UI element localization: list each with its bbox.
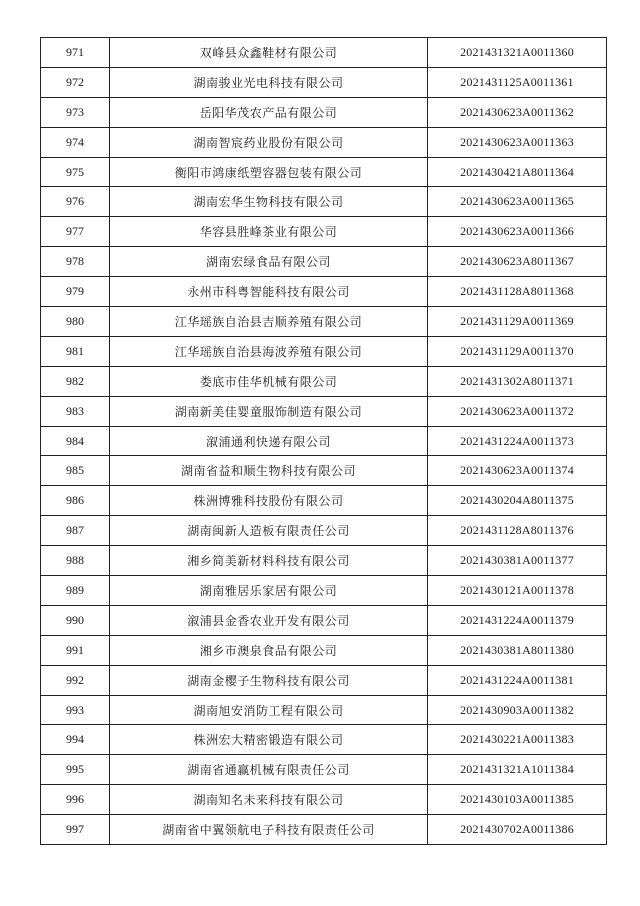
table-row <box>41 157 607 187</box>
company-list-table <box>40 37 607 845</box>
registration-code-cell: 2021430421A8011364 <box>428 157 607 187</box>
table-row <box>41 605 607 635</box>
company-name-cell: 娄底市佳华机械有限公司 <box>110 366 428 396</box>
registration-code-cell: 2021430103A0011385 <box>428 785 607 815</box>
row-number-cell: 990 <box>41 605 110 635</box>
row-number-cell: 979 <box>41 277 110 307</box>
row-number-cell: 983 <box>41 396 110 426</box>
registration-code-cell: 2021430623A0011362 <box>428 97 607 127</box>
company-name-cell: 湘乡市澳泉食品有限公司 <box>110 635 428 665</box>
table-row <box>41 366 607 396</box>
registration-code-cell: 2021430381A0011377 <box>428 546 607 576</box>
table-row <box>41 38 607 68</box>
company-name-cell: 双峰县众鑫鞋材有限公司 <box>110 38 428 68</box>
row-number-cell: 973 <box>41 97 110 127</box>
registration-code-cell: 2021430702A0011386 <box>428 815 607 845</box>
registration-code-cell: 2021430623A0011365 <box>428 187 607 217</box>
company-name-cell: 湖南知名未来科技有限公司 <box>110 785 428 815</box>
company-name-cell: 湖南闽新人造板有限责任公司 <box>110 516 428 546</box>
table-row <box>41 695 607 725</box>
table-body <box>41 38 607 845</box>
company-name-cell: 湖南新美佳婴童服饰制造有限公司 <box>110 396 428 426</box>
row-number-cell: 992 <box>41 665 110 695</box>
table-row <box>41 127 607 157</box>
registration-code-cell: 2021430623A0011363 <box>428 127 607 157</box>
table-row <box>41 277 607 307</box>
company-name-cell: 江华瑶族自治县海波养殖有限公司 <box>110 336 428 366</box>
registration-code-cell: 2021430204A8011375 <box>428 486 607 516</box>
registration-code-cell: 2021431302A8011371 <box>428 366 607 396</box>
company-name-cell: 湖南省益和顺生物科技有限公司 <box>110 456 428 486</box>
registration-code-cell: 2021431224A0011381 <box>428 665 607 695</box>
company-name-cell: 永州市科粤智能科技有限公司 <box>110 277 428 307</box>
registration-code-cell: 2021431125A0011361 <box>428 67 607 97</box>
company-name-cell: 湖南省通赢机械有限责任公司 <box>110 755 428 785</box>
table-row <box>41 456 607 486</box>
table-row <box>41 815 607 845</box>
row-number-cell: 971 <box>41 38 110 68</box>
table-row <box>41 546 607 576</box>
registration-code-cell: 2021431321A1011384 <box>428 755 607 785</box>
row-number-cell: 974 <box>41 127 110 157</box>
company-name-cell: 溆浦县金香农业开发有限公司 <box>110 605 428 635</box>
row-number-cell: 977 <box>41 217 110 247</box>
company-name-cell: 湖南智宸药业股份有限公司 <box>110 127 428 157</box>
registration-code-cell: 2021430121A0011378 <box>428 576 607 606</box>
row-number-cell: 993 <box>41 695 110 725</box>
row-number-cell: 991 <box>41 635 110 665</box>
row-number-cell: 981 <box>41 336 110 366</box>
table-row <box>41 486 607 516</box>
registration-code-cell: 2021431321A0011360 <box>428 38 607 68</box>
registration-code-cell: 2021431129A0011370 <box>428 336 607 366</box>
table-row <box>41 336 607 366</box>
company-name-cell: 湖南金樱子生物科技有限公司 <box>110 665 428 695</box>
table-row <box>41 785 607 815</box>
table-row <box>41 725 607 755</box>
company-name-cell: 湖南省中翼领航电子科技有限责任公司 <box>110 815 428 845</box>
registration-code-cell: 2021431224A0011373 <box>428 426 607 456</box>
table-row <box>41 97 607 127</box>
row-number-cell: 984 <box>41 426 110 456</box>
company-name-cell: 湖南宏华生物科技有限公司 <box>110 187 428 217</box>
row-number-cell: 986 <box>41 486 110 516</box>
table-row <box>41 576 607 606</box>
table-row <box>41 307 607 337</box>
row-number-cell: 987 <box>41 516 110 546</box>
company-name-cell: 衡阳市鸿康纸塑容器包装有限公司 <box>110 157 428 187</box>
table-row <box>41 217 607 247</box>
registration-code-cell: 2021431128A8011376 <box>428 516 607 546</box>
row-number-cell: 996 <box>41 785 110 815</box>
registration-code-cell: 2021430903A0011382 <box>428 695 607 725</box>
company-name-cell: 株洲宏大精密锻造有限公司 <box>110 725 428 755</box>
registration-code-cell: 2021430381A8011380 <box>428 635 607 665</box>
table-row <box>41 187 607 217</box>
company-name-cell: 株洲博雅科技股份有限公司 <box>110 486 428 516</box>
company-name-cell: 湖南骏业光电科技有限公司 <box>110 67 428 97</box>
registration-code-cell: 2021430623A0011374 <box>428 456 607 486</box>
table-row <box>41 516 607 546</box>
table-row <box>41 665 607 695</box>
registration-code-cell: 2021430623A0011372 <box>428 396 607 426</box>
registration-code-cell: 2021431128A8011368 <box>428 277 607 307</box>
row-number-cell: 972 <box>41 67 110 97</box>
table-row <box>41 67 607 97</box>
company-name-cell: 岳阳华茂农产品有限公司 <box>110 97 428 127</box>
table-row <box>41 247 607 277</box>
table-row <box>41 426 607 456</box>
row-number-cell: 985 <box>41 456 110 486</box>
row-number-cell: 989 <box>41 576 110 606</box>
row-number-cell: 975 <box>41 157 110 187</box>
registration-code-cell: 2021430221A0011383 <box>428 725 607 755</box>
row-number-cell: 994 <box>41 725 110 755</box>
registration-code-cell: 2021430623A8011367 <box>428 247 607 277</box>
company-name-cell: 江华瑶族自治县吉顺养殖有限公司 <box>110 307 428 337</box>
company-name-cell: 湖南雅居乐家居有限公司 <box>110 576 428 606</box>
registration-code-cell: 2021431224A0011379 <box>428 605 607 635</box>
row-number-cell: 988 <box>41 546 110 576</box>
row-number-cell: 982 <box>41 366 110 396</box>
registration-code-cell: 2021430623A0011366 <box>428 217 607 247</box>
company-name-cell: 湘乡简美新材料科技有限公司 <box>110 546 428 576</box>
row-number-cell: 995 <box>41 755 110 785</box>
registration-code-cell: 2021431129A0011369 <box>428 307 607 337</box>
row-number-cell: 980 <box>41 307 110 337</box>
company-name-cell: 溆浦通利快递有限公司 <box>110 426 428 456</box>
company-name-cell: 湖南旭安消防工程有限公司 <box>110 695 428 725</box>
row-number-cell: 978 <box>41 247 110 277</box>
company-name-cell: 华容县胜峰茶业有限公司 <box>110 217 428 247</box>
table-row <box>41 755 607 785</box>
table-row <box>41 396 607 426</box>
row-number-cell: 997 <box>41 815 110 845</box>
table-row <box>41 635 607 665</box>
row-number-cell: 976 <box>41 187 110 217</box>
company-name-cell: 湖南宏绿食品有限公司 <box>110 247 428 277</box>
